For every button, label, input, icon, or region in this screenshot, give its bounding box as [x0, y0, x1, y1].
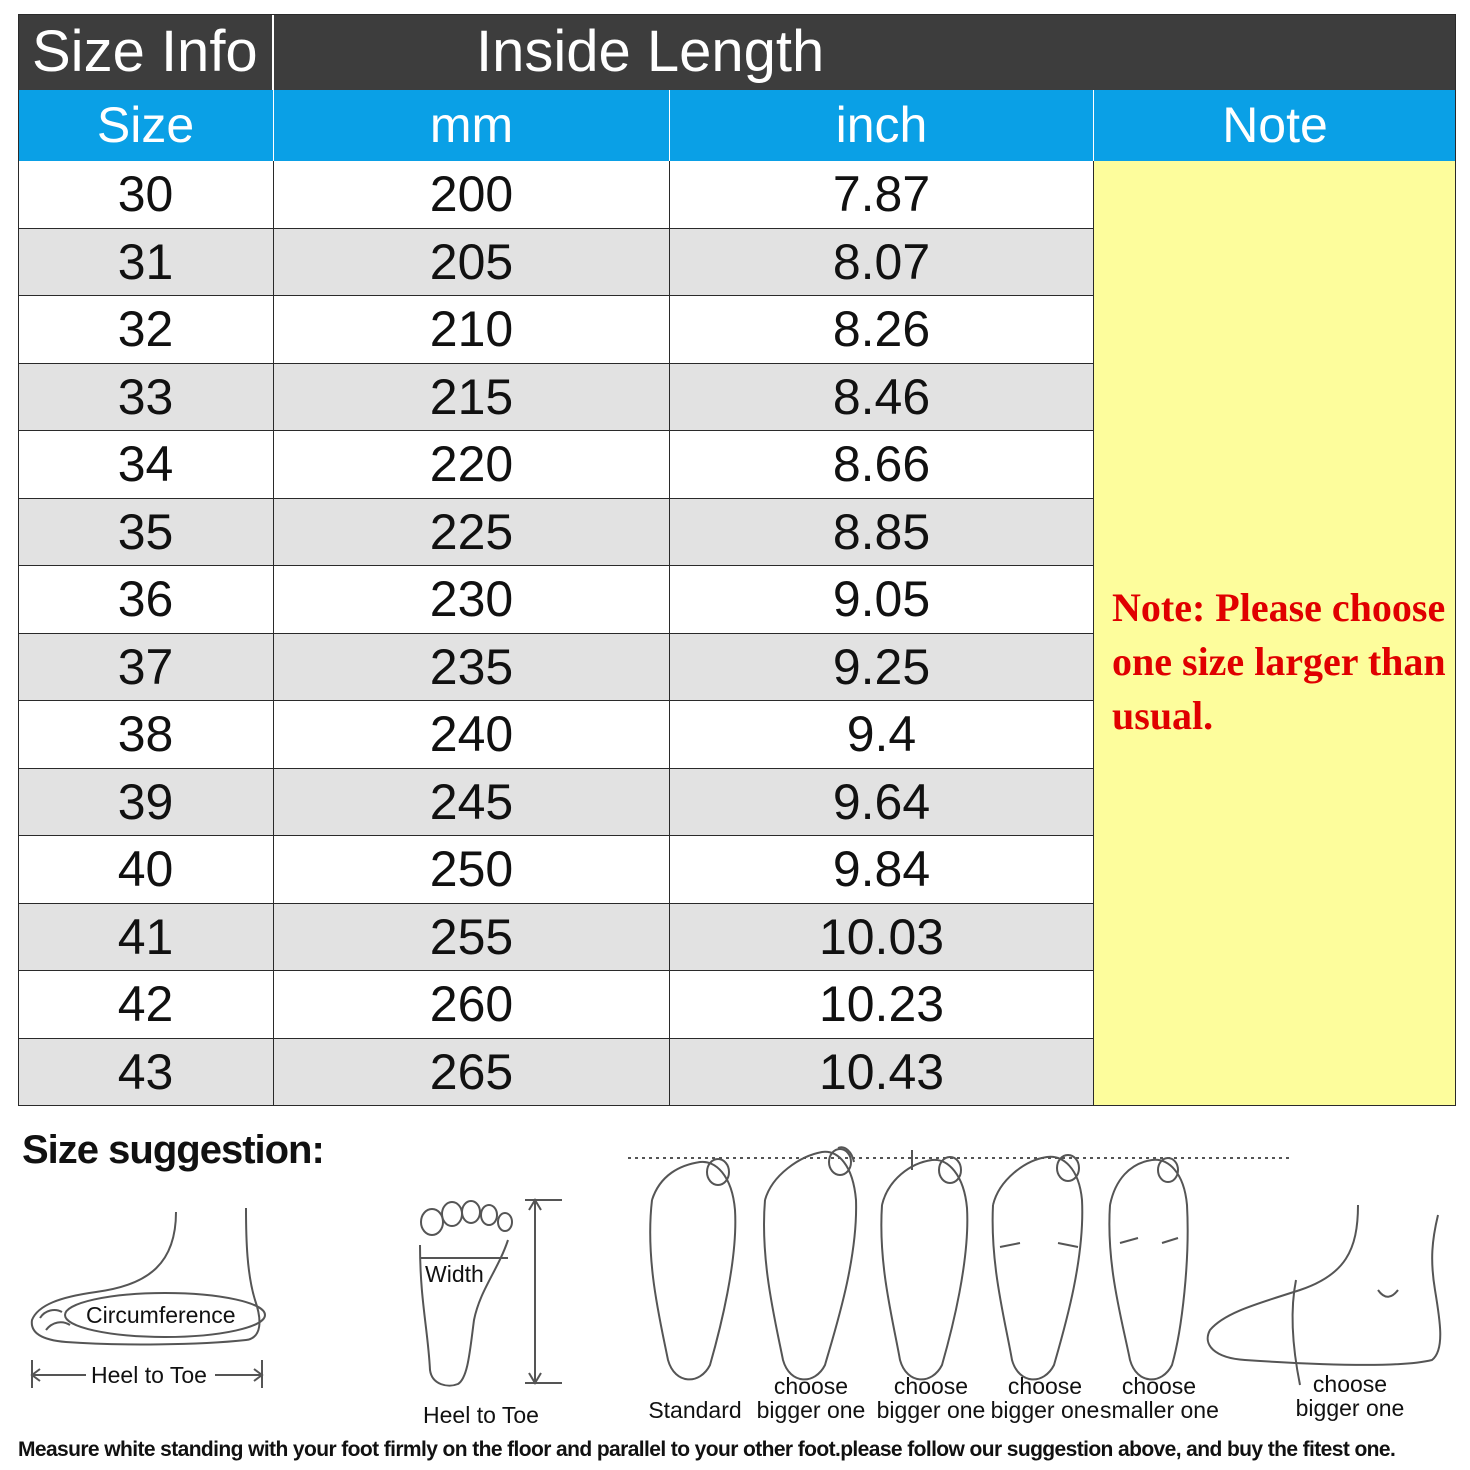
- size-info-header: Size Info: [32, 19, 258, 84]
- foot-standard-icon: [650, 1159, 735, 1379]
- cell-size: 32: [117, 301, 174, 357]
- caption-line2: bigger one: [756, 1397, 866, 1423]
- footer-instructions: Measure white standing with your foot firmly on the floor and parallel to your other foot.please follow our suggestion above, and buy the fitest one.: [18, 1438, 1396, 1461]
- foot-caption: [636, 1374, 754, 1422]
- cell-inch: 9.64: [832, 773, 931, 830]
- col-header-inch: inch: [835, 97, 928, 153]
- cell-inch: 9.25: [832, 638, 931, 695]
- col-header-size: Size: [96, 97, 195, 153]
- foot-smaller-one-icon: [1109, 1158, 1187, 1379]
- col-header-note: Note: [1222, 97, 1328, 153]
- cell-mm: 235: [429, 638, 514, 695]
- cell-size: 33: [117, 368, 174, 425]
- cell-size: 35: [117, 503, 174, 560]
- cell-inch: 8.85: [832, 503, 931, 560]
- cell-inch: 10.23: [818, 976, 945, 1032]
- cell-size: 38: [117, 706, 174, 762]
- cell-mm: 205: [429, 233, 514, 290]
- cell-mm: 255: [429, 908, 514, 965]
- cell-inch: 9.84: [832, 841, 931, 897]
- foot-caption: [986, 1374, 1104, 1422]
- cell-mm: 265: [429, 1043, 514, 1100]
- caption-line1: [636, 1374, 754, 1398]
- cell-mm: 210: [429, 301, 514, 357]
- inside-length-header: Inside Length: [476, 19, 825, 84]
- top-foot-icon: [420, 1200, 562, 1386]
- size-suggestion-title: Size suggestion:: [22, 1128, 324, 1172]
- foot-caption: [752, 1374, 870, 1422]
- cell-size: 36: [117, 571, 174, 627]
- cell-size: 34: [117, 436, 174, 492]
- caption-line2: bigger one: [990, 1397, 1100, 1423]
- cell-mm: 250: [429, 841, 514, 897]
- caption-line1: choose: [1007, 1373, 1083, 1399]
- foot-caption: [872, 1374, 990, 1422]
- cell-mm: 220: [429, 436, 514, 492]
- last-foot-caption: [1288, 1372, 1412, 1420]
- foot-caption: [1100, 1374, 1218, 1422]
- cell-mm: 225: [429, 503, 514, 560]
- cell-mm: 230: [429, 571, 514, 627]
- top-heel-to-toe-label: Heel to Toe: [423, 1402, 539, 1428]
- caption-line1: choose: [773, 1373, 849, 1399]
- width-label: Width: [425, 1261, 484, 1287]
- side-heel-to-toe-label: Heel to Toe: [91, 1362, 207, 1388]
- cell-inch: 9.05: [832, 571, 931, 627]
- side-foot-bigger-icon: [1208, 1205, 1441, 1385]
- cell-size: 30: [117, 166, 174, 222]
- caption-line2: Standard: [648, 1397, 742, 1423]
- caption-line1: choose: [1121, 1373, 1197, 1399]
- cell-size: 31: [117, 233, 174, 290]
- caption-line1: choose: [1312, 1371, 1388, 1397]
- caption-line2: bigger one: [1295, 1395, 1405, 1421]
- cell-size: 41: [117, 908, 174, 965]
- foot-bigger-one-icon: [881, 1150, 967, 1379]
- cell-inch: 8.26: [832, 301, 931, 357]
- cell-inch: 10.03: [818, 908, 945, 965]
- foot-bigger-one-wide-icon: [993, 1155, 1083, 1379]
- side-foot-icon: [32, 1208, 265, 1388]
- cell-size: 40: [117, 841, 174, 897]
- caption-line2: bigger one: [876, 1397, 986, 1423]
- cell-size: 39: [117, 773, 174, 830]
- cell-size: 42: [117, 976, 174, 1032]
- caption-line1: choose: [893, 1373, 969, 1399]
- cell-inch: 9.4: [846, 706, 917, 762]
- circumference-label: Circumference: [86, 1302, 236, 1328]
- cell-mm: 260: [429, 976, 514, 1032]
- cell-mm: 200: [429, 166, 514, 222]
- cell-mm: 240: [429, 706, 514, 762]
- cell-inch: 8.07: [832, 233, 931, 290]
- col-header-mm: mm: [429, 97, 514, 153]
- cell-inch: 8.66: [832, 436, 931, 492]
- cell-size: 37: [117, 638, 174, 695]
- cell-inch: 8.46: [832, 368, 931, 425]
- cell-inch: 7.87: [832, 166, 931, 222]
- cell-mm: 215: [429, 368, 514, 425]
- foot-bigger-one-icon: [764, 1147, 856, 1379]
- cell-mm: 245: [429, 773, 514, 830]
- caption-line2: smaller one: [1100, 1397, 1219, 1423]
- cell-size: 43: [117, 1043, 174, 1100]
- note-text: Note: Please choose one size larger than usual.: [1112, 585, 1446, 738]
- cell-inch: 10.43: [818, 1043, 945, 1100]
